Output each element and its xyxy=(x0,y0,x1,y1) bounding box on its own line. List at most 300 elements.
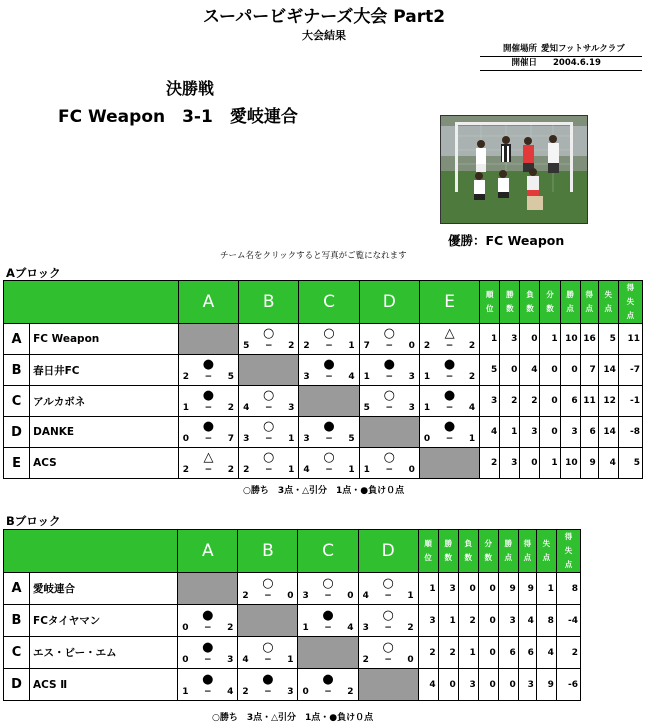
stat-value: 6 xyxy=(560,386,580,417)
team-name-link[interactable]: ACS xyxy=(30,448,179,479)
final-match-label: 決勝戦 xyxy=(165,79,214,98)
stat-header xyxy=(418,530,438,573)
result-mark-icon: ○ xyxy=(382,639,394,655)
score-dash: − xyxy=(445,372,454,382)
result-mark-icon: ● xyxy=(202,357,215,372)
stat-value: -8 xyxy=(618,417,642,448)
score-dash: − xyxy=(324,590,332,601)
stat-value: 1 xyxy=(480,324,500,355)
stat-header-char: 数 xyxy=(526,304,534,313)
stat-value: 2 xyxy=(500,386,520,417)
score-for: 1 xyxy=(302,622,309,633)
match-score xyxy=(179,372,238,382)
result-mark-icon: ● xyxy=(202,419,215,434)
stat-value: 0 xyxy=(520,324,540,355)
team-name-link[interactable]: ACS Ⅱ xyxy=(30,669,178,701)
stat-header-char: 数 xyxy=(464,553,472,562)
team-row-label: D xyxy=(4,417,30,448)
stat-header-char: 分 xyxy=(546,290,554,299)
stat-header-char: 勝 xyxy=(504,539,513,548)
stat-value: 8 xyxy=(556,573,580,605)
stat-header-char: 得 xyxy=(585,290,593,299)
stat-header-char: 勝 xyxy=(566,290,574,299)
stat-header xyxy=(520,281,540,324)
match-score xyxy=(299,434,358,444)
self-match-cell xyxy=(359,417,419,448)
score-against: 3 xyxy=(408,403,415,413)
stat-value: 3 xyxy=(500,448,520,479)
match-result-cell xyxy=(298,669,358,701)
score-for: 1 xyxy=(182,403,190,413)
score-for: 1 xyxy=(423,403,431,413)
stat-value: 3 xyxy=(500,324,520,355)
result-mark-icon: ○ xyxy=(262,639,274,655)
match-result-cell xyxy=(239,448,299,479)
stat-header xyxy=(518,530,536,573)
stat-header xyxy=(598,281,618,324)
final-match-result: FC Weapon 3-1 愛岐連合 xyxy=(58,107,298,127)
stat-value: 2 xyxy=(520,386,540,417)
score-for: 3 xyxy=(303,434,310,444)
team-row xyxy=(4,448,643,479)
match-result-cell xyxy=(358,573,418,605)
match-result-cell xyxy=(238,669,298,701)
stat-header-char: 順 xyxy=(424,539,432,548)
stat-value: 0 xyxy=(478,669,498,701)
score-dash: − xyxy=(264,341,273,351)
score-dash: − xyxy=(445,434,454,444)
match-result-cell xyxy=(178,669,238,701)
team-name-link[interactable]: 愛岐連合 xyxy=(30,573,178,605)
score-against: 2 xyxy=(227,403,235,413)
match-score xyxy=(239,465,298,475)
stat-value: 1 xyxy=(500,417,520,448)
result-mark-icon: ● xyxy=(443,357,456,372)
score-against: 0 xyxy=(407,654,414,665)
score-for: 4 xyxy=(242,654,249,665)
match-result-cell xyxy=(239,417,299,448)
score-dash: − xyxy=(325,372,333,382)
team-row-label: B xyxy=(4,355,30,386)
result-mark-icon: ○ xyxy=(383,450,395,465)
score-dash: − xyxy=(204,403,213,413)
stat-header xyxy=(458,530,478,573)
team-row-label: C xyxy=(4,386,30,417)
stat-value: 0 xyxy=(520,448,540,479)
self-match-cell xyxy=(238,605,298,637)
stat-value: 0 xyxy=(540,386,560,417)
score-dash: − xyxy=(385,403,394,413)
score-against: 1 xyxy=(348,341,355,351)
block-a-table xyxy=(3,280,643,479)
match-result-cell xyxy=(359,355,419,386)
match-result-cell xyxy=(178,605,238,637)
match-result-cell xyxy=(419,386,479,417)
stat-header-char: 数 xyxy=(546,304,554,313)
match-result-cell xyxy=(239,386,299,417)
match-score xyxy=(179,434,238,444)
column-header-c: C xyxy=(298,530,358,573)
click-note: チーム名をクリックすると写真がご覧になれます xyxy=(220,251,407,261)
stat-header-char: 得 xyxy=(564,532,573,541)
result-mark-icon: ● xyxy=(202,388,215,403)
result-mark-icon: ● xyxy=(322,607,334,623)
result-mark-icon: ○ xyxy=(263,419,275,434)
stat-value: 3 xyxy=(518,669,536,701)
stat-value: 9 xyxy=(518,573,536,605)
stat-header-char: 勝 xyxy=(444,539,452,548)
block-a-title: Aブロック xyxy=(6,266,61,280)
stat-value: 11 xyxy=(618,324,642,355)
result-mark-icon: ● xyxy=(323,357,335,372)
score-dash: − xyxy=(204,465,213,475)
table-header-row xyxy=(4,281,643,324)
column-header-d: D xyxy=(358,530,418,573)
team-name-link[interactable]: FC Weapon xyxy=(30,324,179,355)
score-for: 5 xyxy=(243,341,250,351)
match-result-cell xyxy=(178,637,238,669)
match-result-cell xyxy=(178,355,238,386)
stat-value: 12 xyxy=(598,386,618,417)
match-score xyxy=(238,591,297,601)
result-mark-icon: ○ xyxy=(383,388,395,403)
match-result-cell xyxy=(238,573,298,605)
stat-value: 5 xyxy=(480,355,500,386)
result-mark-icon: ○ xyxy=(262,575,274,591)
score-for: 1 xyxy=(363,465,370,475)
match-result-cell xyxy=(359,324,419,355)
stat-header xyxy=(556,530,580,573)
stat-value: 4 xyxy=(598,448,618,479)
stat-header-char: 順 xyxy=(486,290,494,299)
column-header-c: C xyxy=(299,281,359,324)
match-result-cell xyxy=(419,355,479,386)
match-score xyxy=(178,655,237,665)
block-b-title: Bブロック xyxy=(6,514,61,528)
stat-header-char: 点 xyxy=(564,560,573,569)
score-against: 3 xyxy=(288,403,295,413)
score-dash: − xyxy=(385,465,394,475)
score-against: 4 xyxy=(227,686,234,697)
self-match-cell xyxy=(298,637,358,669)
self-match-cell xyxy=(178,573,238,605)
stat-header xyxy=(500,281,520,324)
score-for: 0 xyxy=(182,622,189,633)
team-row-label: D xyxy=(4,669,30,701)
score-for: 2 xyxy=(243,465,250,475)
match-score xyxy=(360,341,419,351)
self-match-cell xyxy=(239,355,299,386)
result-mark-icon: ● xyxy=(443,419,456,434)
stat-value: 16 xyxy=(580,324,598,355)
match-score xyxy=(359,623,418,633)
table-corner xyxy=(4,281,179,324)
match-score xyxy=(299,372,358,382)
stat-value: 0 xyxy=(500,355,520,386)
stat-value: 0 xyxy=(540,417,560,448)
score-against: 2 xyxy=(227,465,235,475)
stat-value: 1 xyxy=(438,605,458,637)
column-header-d: D xyxy=(359,281,419,324)
column-header-a: A xyxy=(178,530,238,573)
team-photo-illustration xyxy=(441,116,587,223)
score-dash: − xyxy=(445,341,454,351)
match-score xyxy=(179,465,238,475)
result-mark-icon: ○ xyxy=(383,326,395,341)
stat-value: 2 xyxy=(438,637,458,669)
score-for: 3 xyxy=(243,434,250,444)
stat-header-char: 得 xyxy=(626,283,635,292)
score-against: 1 xyxy=(468,434,476,444)
stat-value: 2 xyxy=(418,637,438,669)
stat-header-char: 点 xyxy=(626,311,635,320)
result-mark-icon: ● xyxy=(262,671,274,687)
score-for: 1 xyxy=(182,686,189,697)
stat-header-char: 数 xyxy=(444,553,452,562)
table-header-row xyxy=(4,530,581,573)
stat-value: 1 xyxy=(540,448,560,479)
result-mark-icon: ● xyxy=(323,419,335,434)
score-for: 2 xyxy=(242,686,249,697)
venue-label: 開催場所 xyxy=(502,44,537,54)
stat-value: 4 xyxy=(418,669,438,701)
match-score xyxy=(298,591,357,601)
result-mark-icon: ○ xyxy=(263,326,275,341)
venue-row xyxy=(480,43,642,57)
team-row-label: A xyxy=(4,324,30,355)
stat-value: 14 xyxy=(598,417,618,448)
stat-header xyxy=(540,281,560,324)
stat-header-char: 負 xyxy=(526,290,534,299)
score-against: 1 xyxy=(288,434,295,444)
match-score xyxy=(238,687,297,697)
score-dash: − xyxy=(264,434,273,444)
score-against: 2 xyxy=(347,686,354,697)
team-row xyxy=(4,637,581,669)
stat-value: 4 xyxy=(520,355,540,386)
date-label: 開催日 xyxy=(511,58,537,68)
stat-value: -7 xyxy=(618,355,642,386)
team-name-link[interactable]: アルカボネ xyxy=(30,386,179,417)
match-result-cell xyxy=(299,417,359,448)
stat-value: -4 xyxy=(556,605,580,637)
score-dash: − xyxy=(384,622,392,633)
stat-value: 6 xyxy=(498,637,518,669)
stat-header-char: 点 xyxy=(542,553,551,562)
team-row-label: C xyxy=(4,637,30,669)
date-row xyxy=(480,57,642,71)
team-row xyxy=(4,573,581,605)
score-for: 3 xyxy=(302,590,309,601)
match-result-cell xyxy=(359,386,419,417)
score-against: 5 xyxy=(348,434,355,444)
result-mark-icon: △ xyxy=(444,326,455,341)
match-result-cell xyxy=(358,637,418,669)
score-for: 5 xyxy=(363,403,370,413)
result-mark-icon: ○ xyxy=(323,450,335,465)
team-row xyxy=(4,605,581,637)
result-mark-icon: ● xyxy=(383,357,395,372)
result-mark-icon: ● xyxy=(202,639,214,655)
stat-value: 0 xyxy=(478,605,498,637)
team-row xyxy=(4,324,643,355)
winner-team-photo xyxy=(440,115,588,224)
team-row xyxy=(4,355,643,386)
score-against: 0 xyxy=(287,590,294,601)
stat-value: 3 xyxy=(560,417,580,448)
stat-header-char: 得 xyxy=(523,539,532,548)
match-score xyxy=(299,341,358,351)
match-score xyxy=(239,341,298,351)
result-mark-icon: ● xyxy=(202,607,214,623)
stat-value: 4 xyxy=(480,417,500,448)
column-header-e: E xyxy=(419,281,479,324)
match-result-cell xyxy=(299,355,359,386)
stat-header-char: 失 xyxy=(626,297,635,306)
stat-value: 3 xyxy=(480,386,500,417)
score-against: 4 xyxy=(348,372,355,382)
stat-value: 2 xyxy=(480,448,500,479)
match-result-cell xyxy=(419,417,479,448)
team-row xyxy=(4,669,581,701)
score-dash: − xyxy=(204,622,212,633)
score-dash: − xyxy=(204,654,212,665)
table-corner xyxy=(4,530,178,573)
result-mark-icon: ● xyxy=(443,388,456,403)
score-dash: − xyxy=(264,403,273,413)
stat-value: 0 xyxy=(458,573,478,605)
score-for: 2 xyxy=(303,341,310,351)
match-score xyxy=(420,341,479,351)
stat-value: 4 xyxy=(518,605,536,637)
stat-header-char: 点 xyxy=(566,304,574,313)
match-result-cell xyxy=(419,324,479,355)
score-for: 7 xyxy=(363,341,370,351)
stat-header-char: 数 xyxy=(484,553,493,562)
match-result-cell xyxy=(299,448,359,479)
stat-header-char: 点 xyxy=(523,553,532,562)
stat-header xyxy=(480,281,500,324)
score-dash: − xyxy=(325,434,333,444)
team-name-link[interactable]: 春日井FC xyxy=(30,355,179,386)
stat-value: 8 xyxy=(536,605,556,637)
match-score xyxy=(359,655,418,665)
match-result-cell xyxy=(358,605,418,637)
score-against: 0 xyxy=(347,590,354,601)
self-match-cell xyxy=(299,386,359,417)
result-mark-icon: ○ xyxy=(263,450,275,465)
result-mark-icon: ○ xyxy=(322,575,334,591)
self-match-cell xyxy=(358,669,418,701)
stat-header-char: 勝 xyxy=(506,290,514,299)
score-for: 3 xyxy=(362,622,369,633)
score-dash: − xyxy=(385,341,394,351)
score-against: 2 xyxy=(227,622,234,633)
result-mark-icon: ○ xyxy=(323,326,335,341)
stat-header xyxy=(560,281,580,324)
score-against: 2 xyxy=(468,341,476,351)
page-title: スーパービギナーズ大会 Part2 xyxy=(202,7,446,27)
team-name-link[interactable]: DANKE xyxy=(30,417,179,448)
score-for: 1 xyxy=(423,372,431,382)
result-mark-icon: ● xyxy=(322,671,334,687)
page-subtitle: 大会結果 xyxy=(302,29,346,42)
stat-value: 7 xyxy=(580,355,598,386)
match-score xyxy=(179,403,238,413)
stat-value: 5 xyxy=(618,448,642,479)
score-dash: − xyxy=(264,686,272,697)
block-b-legend: ○勝ち 3点・△引分 1点・●負け０点 xyxy=(212,713,374,723)
score-against: 1 xyxy=(288,465,295,475)
match-score xyxy=(420,372,479,382)
stat-header-char: 失 xyxy=(564,546,573,555)
stat-value: 10 xyxy=(560,324,580,355)
match-score xyxy=(178,687,237,697)
score-for: 2 xyxy=(182,465,190,475)
score-against: 2 xyxy=(407,622,414,633)
score-against: 3 xyxy=(408,372,415,382)
match-score xyxy=(238,655,297,665)
stat-header xyxy=(478,530,498,573)
stat-header-char: 位 xyxy=(424,553,432,562)
match-result-cell xyxy=(298,573,358,605)
score-dash: − xyxy=(385,372,394,382)
stat-header xyxy=(536,530,556,573)
self-match-cell xyxy=(178,324,238,355)
stat-value: 0 xyxy=(498,669,518,701)
stat-value: 9 xyxy=(536,669,556,701)
stat-header-char: 点 xyxy=(585,304,593,313)
match-score xyxy=(360,372,419,382)
venue-value: 愛知フットサルクラブ xyxy=(541,44,625,54)
score-against: 0 xyxy=(408,465,415,475)
team-row xyxy=(4,386,643,417)
stat-value: 0 xyxy=(478,573,498,605)
date-value: 2004.6.19 xyxy=(553,58,601,68)
team-row xyxy=(4,417,643,448)
score-against: 4 xyxy=(347,622,354,633)
stat-value: 1 xyxy=(458,637,478,669)
team-name-link[interactable]: エス・ビー・エム xyxy=(30,637,178,669)
team-row-label: A xyxy=(4,573,30,605)
match-score xyxy=(239,403,298,413)
stat-value: 2 xyxy=(458,605,478,637)
match-score xyxy=(298,687,357,697)
match-score xyxy=(360,465,419,475)
score-against: 1 xyxy=(407,590,414,601)
match-score xyxy=(359,591,418,601)
stat-value: 0 xyxy=(438,669,458,701)
score-dash: − xyxy=(264,654,272,665)
stat-header-char: 失 xyxy=(542,539,551,548)
match-score xyxy=(420,403,479,413)
stat-header-char: 位 xyxy=(486,304,494,313)
stat-value: 3 xyxy=(498,605,518,637)
match-result-cell xyxy=(238,637,298,669)
score-for: 4 xyxy=(303,465,310,475)
score-against: 1 xyxy=(348,465,355,475)
stat-header xyxy=(580,281,598,324)
stat-value: 14 xyxy=(598,355,618,386)
stat-value: 3 xyxy=(438,573,458,605)
team-name-link[interactable]: FCタイヤマン xyxy=(30,605,178,637)
stat-value: 11 xyxy=(580,386,598,417)
score-dash: − xyxy=(264,590,272,601)
stat-header xyxy=(438,530,458,573)
score-against: 3 xyxy=(287,686,294,697)
score-for: 2 xyxy=(423,341,431,351)
score-for: 2 xyxy=(242,590,249,601)
